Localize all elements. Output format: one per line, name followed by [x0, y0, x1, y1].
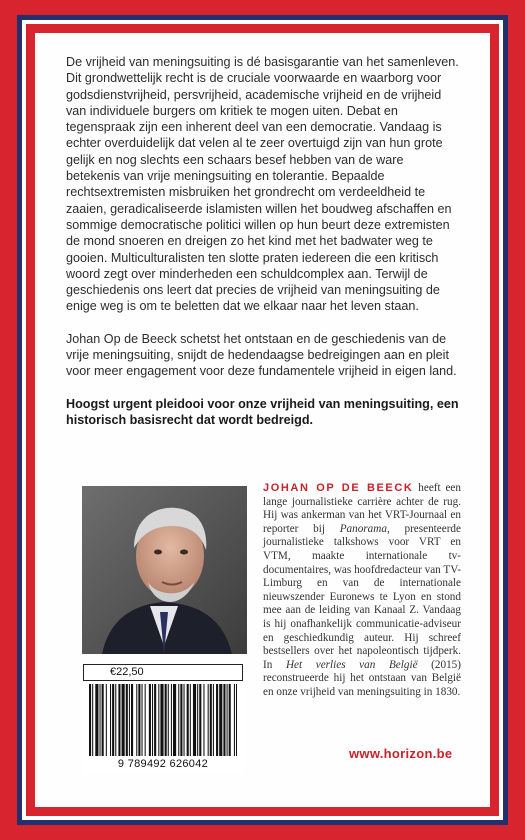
- publisher-url[interactable]: www.horizon.be: [349, 746, 453, 761]
- author-name: JOHAN OP DE BEECK: [263, 482, 414, 494]
- barcode-icon: [89, 684, 237, 756]
- blurb-tagline: Hoogst urgent pleidooi voor onze vrijheid van meningsuiting, een historisch basisrecht dat wordt bedreigd.: [66, 396, 459, 427]
- isbn-number: 9 789492 626042: [117, 758, 209, 770]
- price-label: €22,50: [83, 664, 243, 681]
- bio-text-2: , presenteerde journalistieke talkshows voor VRT en VTM, maakte internationale tv-documentaires, was hoofdredacteur van TV-Limburg en van de internationale nieuwszender Euronews te Lyon en stond mee aan de leiding van Kanaal Z. Vandaag is hij onafhankelijk communicatie-adviseur en geschiedkundig auteur. Hij schreef bestsellers over het napoleontisch tijdperk. In: [263, 522, 461, 671]
- bio-text-1: heeft een lange journalistieke carrière achter de rug. Hij was ankerman van het VRT-Journaal en reporter bij: [263, 482, 461, 535]
- bio-italic-panorama: Panorama: [339, 522, 387, 535]
- blurb-text: [66, 54, 460, 444]
- author-portrait-image: [82, 486, 247, 654]
- author-photo: [82, 486, 247, 654]
- author-bio: [263, 482, 461, 700]
- bio-text-3: (2015) reconstrueerde hij het ontstaan van België en onze vrijheid van meningsuiting in 1830.: [263, 658, 462, 698]
- blurb-paragraph-2: Johan Op de Beeck schetst het ontstaan en de geschiedenis van de vrije meningsuiting, snijdt de hedendaagse bedreigingen aan en pleit voor meer engagement voor deze fundamentele vrijheid in eigen land.: [66, 331, 457, 379]
- barcode-block: [83, 664, 243, 774]
- blurb-paragraph-1: De vrijheid van meningsuiting is dé basisgarantie van het samenleven. Dit grondwettelijk recht is de cruciale voorwaarde en waarborg voor godsdienstvrijheid, persvrijheid, academische vrijheid en de vrijheid van individuele burgers om kritiek te mogen uiten. Debat en tegenspraak zijn een inherent deel van een democratie. Vandaag is echter overduidelijk dat velen al te zeer overtuigd zijn van hun grote gelijk en nog slechts een schaars besef hebben van de ware betekenis van vrije meningsuiting en tolerantie. Bepaalde rechtsextremisten misbruiken het grondrecht om verdeeldheid te zaaien, geradicaliseerde islamisten willen het boudweg afschaffen en sommige democratische politici willen op hun beurt deze extremisten de mond snoeren en dreigen zo het kind met het badwater weg te gooien. Multiculturalisten ten slotte praten iedereen die een kritisch woord zegt over minderheden een schuldcomplex aan. Terwijl de geschiedenis ons leert dat precies de vrijheid van meningsuiting de enige weg is om te beletten dat we elkaar naar het leven staan.: [66, 55, 459, 314]
- bio-italic-book-title: Het verlies van België: [285, 658, 418, 671]
